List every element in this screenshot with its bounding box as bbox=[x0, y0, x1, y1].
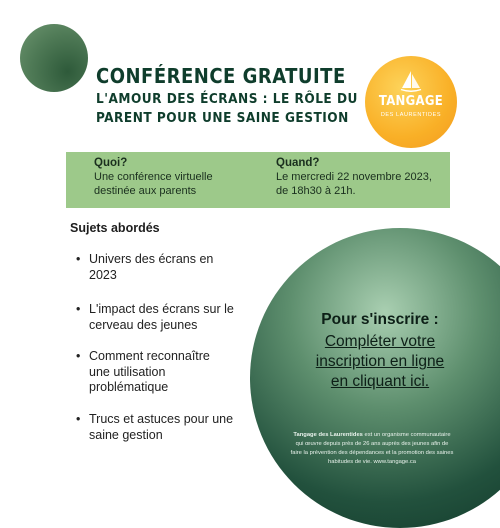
registration-link-line: en cliquant ici. bbox=[330, 373, 430, 390]
what-section bbox=[94, 156, 264, 198]
topics-heading: Sujets abordés bbox=[70, 221, 160, 235]
sailboat-icon bbox=[399, 70, 423, 92]
what-text: Une conférence virtuelle bbox=[94, 171, 213, 183]
list-item-line: • Trucs et astuces pour une bbox=[89, 412, 234, 426]
footer-line: faire la prévention des dépendances et la promotion des saines bbox=[290, 450, 454, 456]
what-label: Quoi? bbox=[94, 157, 128, 169]
corner-decoration bbox=[20, 24, 88, 92]
logo-subtitle: DES LAURENTIDES bbox=[380, 112, 442, 118]
title-subtitle-line: L'AMOUR DES ÉCRANS : LE RÔLE DU bbox=[96, 91, 358, 107]
info-band bbox=[66, 152, 450, 208]
registration-title: Pour s'inscrire : bbox=[321, 311, 439, 328]
when-section bbox=[276, 156, 446, 198]
list-item-line: problématique bbox=[89, 380, 169, 394]
list-item bbox=[76, 412, 269, 443]
list-item-line: une utilisation bbox=[89, 364, 166, 379]
list-item-line: • Univers des écrans en bbox=[89, 252, 214, 266]
footer-text: est un organisme communautaire bbox=[362, 432, 451, 438]
title-subtitle-line: PARENT POUR UNE SAINE GESTION bbox=[96, 110, 349, 126]
footer-note bbox=[272, 431, 472, 467]
list-item-line: • L'impact des écrans sur le bbox=[89, 302, 234, 316]
logo-name: TANGAGE bbox=[378, 94, 444, 109]
list-item-line: saine gestion bbox=[89, 427, 163, 442]
list-item-line: 2023 bbox=[89, 267, 117, 282]
list-item bbox=[76, 302, 269, 333]
when-text: de 18h30 à 21h. bbox=[276, 185, 356, 197]
registration-link-line: inscription en ligne bbox=[315, 353, 445, 370]
registration-section bbox=[290, 310, 470, 392]
registration-link[interactable] bbox=[290, 332, 470, 392]
when-text: Le mercredi 22 novembre 2023, bbox=[276, 171, 432, 183]
what-text: destinée aux parents bbox=[94, 185, 197, 197]
title-main: CONFÉRENCE GRATUITE bbox=[96, 64, 346, 88]
title-subtitle bbox=[96, 90, 366, 128]
tangage-logo bbox=[365, 56, 457, 148]
footer-line bbox=[272, 431, 472, 440]
footer-org-name: Tangage des Laurentides bbox=[293, 432, 363, 438]
list-item-line: cerveau des jeunes bbox=[89, 317, 198, 332]
registration-link-line: Compléter votre bbox=[324, 333, 436, 350]
footer-line: habitudes de vie. www.tangage.ca bbox=[328, 459, 416, 465]
page-title bbox=[96, 64, 366, 128]
list-item-line: • Comment reconnaître bbox=[89, 349, 210, 363]
footer-line: qui œuvre depuis près de 26 ans auprès des jeunes afin de bbox=[295, 441, 449, 447]
list-item bbox=[76, 349, 269, 396]
when-label: Quand? bbox=[276, 157, 320, 169]
list-item bbox=[76, 252, 269, 283]
